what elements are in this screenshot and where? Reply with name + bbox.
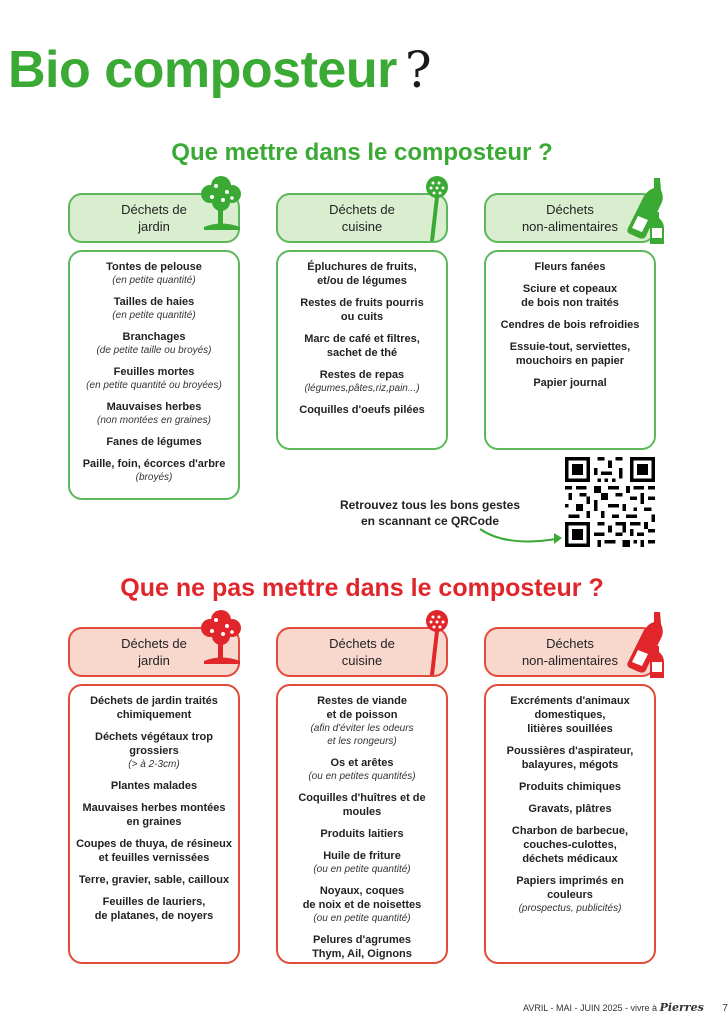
item-title: Pelures d'agrumes Thym, Ail, Oignons bbox=[312, 934, 412, 960]
item-note: (ou en petite quantité) bbox=[313, 864, 411, 875]
item-title: Cendres de bois refroidies bbox=[500, 319, 640, 331]
item-title: Coquilles d'oeufs pilées bbox=[299, 404, 425, 416]
item-title: Noyaux, coques de noix et de noisettes bbox=[302, 885, 422, 911]
list-item bbox=[76, 295, 232, 322]
list-box-kitchen-no bbox=[276, 684, 448, 964]
item-note: (ou en petites quantités) bbox=[308, 771, 416, 782]
item-title: Restes de repas bbox=[319, 369, 405, 381]
list-item bbox=[284, 403, 440, 417]
category-label-line: Déchets de bbox=[329, 202, 395, 217]
list-item bbox=[492, 694, 648, 736]
category-label-line: jardin bbox=[138, 653, 170, 668]
list-item bbox=[76, 435, 232, 449]
list-item bbox=[492, 744, 648, 772]
tree-icon bbox=[196, 172, 246, 234]
list-item bbox=[492, 874, 648, 915]
list-item bbox=[492, 802, 648, 816]
item-note: (non montées en graines) bbox=[97, 415, 211, 426]
item-title: Plantes malades bbox=[110, 780, 198, 792]
list-item bbox=[280, 694, 444, 748]
list-item bbox=[284, 260, 440, 288]
list-item bbox=[280, 791, 444, 819]
tree-icon bbox=[196, 606, 246, 668]
category-label-line: jardin bbox=[138, 219, 170, 234]
item-title: Déchets de jardin traités chimiquement bbox=[90, 695, 218, 721]
list-item bbox=[284, 332, 440, 360]
item-title: Papier journal bbox=[533, 377, 607, 389]
list-item bbox=[284, 368, 440, 395]
item-title: Tontes de pelouse bbox=[106, 261, 202, 273]
qr-code[interactable] bbox=[565, 457, 655, 547]
category-label-line: Déchets de bbox=[121, 636, 187, 651]
list-item bbox=[492, 282, 648, 310]
list-item bbox=[280, 827, 444, 841]
list-box-kitchen-yes bbox=[276, 250, 448, 450]
item-note: (en petite quantité) bbox=[112, 275, 196, 286]
page-title bbox=[8, 40, 431, 100]
skimmer-icon bbox=[420, 609, 454, 679]
item-note: (de petite taille ou broyés) bbox=[96, 345, 212, 356]
item-note: (> à 2-3cm) bbox=[128, 759, 180, 770]
list-item bbox=[492, 824, 648, 866]
item-title: Déchets végétaux trop grossiers bbox=[95, 731, 213, 757]
item-title: Essuie-tout, serviettes, mouchoirs en papier bbox=[509, 341, 631, 367]
category-label-line: cuisine bbox=[341, 653, 383, 668]
category-label-line: Déchets de bbox=[121, 202, 187, 217]
page-number: 7 bbox=[722, 1003, 728, 1014]
category-label-line: Déchets bbox=[546, 202, 594, 217]
skimmer-icon bbox=[420, 175, 454, 245]
item-title: Poussières d'aspirateur, balayures, mégots bbox=[506, 745, 634, 771]
section-heading-no: Que ne pas mettre dans le composteur ? bbox=[120, 574, 604, 602]
item-title: Restes de fruits pourris ou cuits bbox=[300, 297, 424, 323]
item-title: Marc de café et filtres, sachet de thé bbox=[304, 333, 420, 359]
item-title: Mauvaises herbes montées en graines bbox=[82, 802, 226, 828]
item-note: (en petite quantité) bbox=[112, 310, 196, 321]
list-box-nonfood-yes bbox=[484, 250, 656, 450]
list-item bbox=[76, 730, 232, 771]
item-title: Terre, gravier, sable, cailloux bbox=[78, 874, 230, 886]
list-item bbox=[76, 779, 232, 793]
item-note: (broyés) bbox=[135, 472, 173, 483]
item-title: Sciure et copeaux de bois non traités bbox=[521, 283, 619, 309]
item-title: Excréments d'animaux domestiques, litières souillées bbox=[510, 695, 630, 735]
section-heading-yes: Que mettre dans le composteur ? bbox=[171, 139, 553, 166]
item-note: (ou en petite quantité) bbox=[313, 913, 411, 924]
list-item bbox=[76, 801, 232, 829]
item-title: Branchages bbox=[122, 331, 186, 343]
category-label-line: non-alimentaires bbox=[521, 219, 619, 234]
page-title-text: Bio composteur bbox=[8, 41, 397, 99]
list-item bbox=[76, 400, 232, 427]
list-item bbox=[76, 873, 232, 887]
footer-brand: Pierres bbox=[659, 1001, 704, 1014]
item-title: Mauvaises herbes bbox=[106, 401, 202, 413]
footer-text: AVRIL - MAI - JUIN 2025 - vivre à bbox=[523, 1003, 658, 1013]
item-note: (prospectus, publicités) bbox=[518, 903, 622, 914]
list-item bbox=[76, 365, 232, 392]
list-item bbox=[76, 694, 232, 722]
list-item bbox=[76, 330, 232, 357]
arrow-icon bbox=[476, 525, 566, 549]
item-title: Coupes de thuya, de résineux et feuilles vernissées bbox=[76, 838, 232, 864]
list-item bbox=[284, 296, 440, 324]
list-item bbox=[280, 933, 444, 961]
list-item bbox=[76, 837, 232, 865]
item-title: Fleurs fanées bbox=[534, 261, 606, 273]
list-item bbox=[492, 376, 648, 390]
item-title: Huile de friture bbox=[323, 850, 401, 862]
item-title: Tailles de haies bbox=[113, 296, 195, 308]
bottles-icon bbox=[624, 610, 668, 680]
item-title: Charbon de barbecue, couches-culottes, déchets médicaux bbox=[511, 825, 629, 865]
list-box-garden-no bbox=[68, 684, 240, 964]
item-title: Produits laitiers bbox=[320, 828, 404, 840]
category-label-line: cuisine bbox=[341, 219, 383, 234]
list-item bbox=[76, 260, 232, 287]
list-item bbox=[280, 884, 444, 925]
item-title: Épluchures de fruits, et/ou de légumes bbox=[307, 261, 417, 287]
page-title-mark: ? bbox=[404, 41, 432, 99]
list-item bbox=[280, 756, 444, 783]
item-title: Fanes de légumes bbox=[106, 436, 202, 448]
item-note: (en petite quantité ou broyées) bbox=[86, 380, 222, 391]
category-label-line: non-alimentaires bbox=[521, 653, 619, 668]
item-note: (légumes,pâtes,riz,pain...) bbox=[304, 383, 420, 394]
item-title: Papiers imprimés en couleurs bbox=[516, 875, 624, 901]
list-box-nonfood-no bbox=[484, 684, 656, 964]
item-title: Restes de viande et de poisson bbox=[317, 695, 407, 721]
qr-caption: Retrouvez tous les bons gestes en scannant ce QRCode bbox=[339, 498, 521, 528]
page-footer bbox=[523, 1001, 728, 1014]
category-label-line: Déchets bbox=[546, 636, 594, 651]
list-item bbox=[492, 340, 648, 368]
list-item bbox=[492, 260, 648, 274]
list-item bbox=[492, 318, 648, 332]
list-item bbox=[492, 780, 648, 794]
item-title: Gravats, plâtres bbox=[528, 803, 612, 815]
item-title: Os et arêtes bbox=[330, 757, 394, 769]
list-box-garden-yes bbox=[68, 250, 240, 500]
list-item bbox=[76, 895, 232, 923]
list-item bbox=[76, 457, 232, 484]
item-title: Paille, foin, écorces d'arbre bbox=[82, 458, 226, 470]
list-item bbox=[280, 849, 444, 876]
item-title: Coquilles d'huîtres et de moules bbox=[298, 792, 426, 818]
category-label-line: Déchets de bbox=[329, 636, 395, 651]
item-note: (afin d'éviter les odeurs et les rongeurs) bbox=[310, 723, 414, 747]
item-title: Feuilles mortes bbox=[113, 366, 195, 378]
bottles-icon bbox=[624, 176, 668, 246]
item-title: Feuilles de lauriers, de platanes, de noyers bbox=[94, 896, 214, 922]
item-title: Produits chimiques bbox=[518, 781, 622, 793]
